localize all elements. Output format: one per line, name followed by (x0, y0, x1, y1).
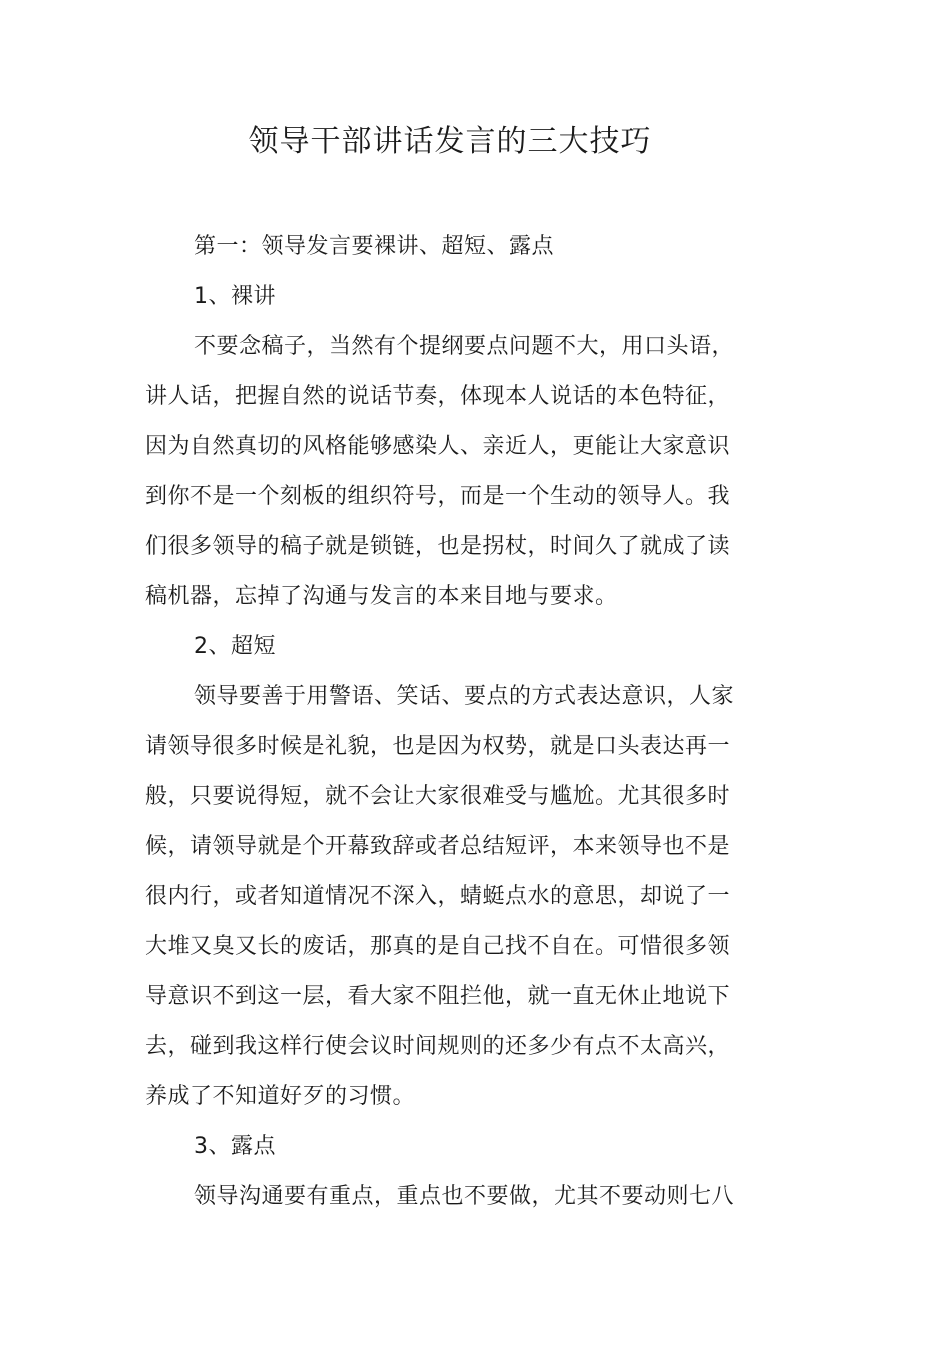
text-line: 1、裸讲 (194, 284, 276, 309)
text-line: 候，请领导就是个开幕致辞或者总结短评，本来领导也不是 (145, 834, 731, 859)
text-line: 请领导很多时候是礼貌，也是因为权势，就是口头表达再一 (145, 734, 731, 759)
document-title: 领导干部讲话发言的三大技巧 (248, 124, 652, 159)
text-line: 很内行，或者知道情况不深入，蜻蜓点水的意思，却说了一 (145, 884, 731, 909)
text-line: 大堆又臭又长的废话，那真的是自己找不自在。可惜很多领 (145, 934, 731, 959)
text-line: 养成了不知道好歹的习惯。 (145, 1084, 416, 1109)
text-line: 领导沟通要有重点，重点也不要做，尤其不要动则七八 (194, 1184, 735, 1209)
text-line: 去，碰到我这样行使会议时间规则的还多少有点不太高兴， (145, 1034, 731, 1059)
text-line: 3、露点 (194, 1134, 276, 1159)
text-line: 导意识不到这一层，看大家不阻拦他，就一直无休止地说下 (145, 984, 731, 1009)
text-line: 讲人话，把握自然的说话节奏，体现本人说话的本色特征， (145, 384, 731, 409)
text-line: 不要念稿子，当然有个提纲要点问题不大，用口头语， (194, 334, 735, 359)
text-line: 领导要善于用警语、笑话、要点的方式表达意识，人家 (194, 684, 735, 709)
text-line: 般，只要说得短，就不会让大家很难受与尴尬。尤其很多时 (145, 784, 731, 809)
text-line: 到你不是一个刻板的组织符号，而是一个生动的领导人。我 (145, 484, 731, 509)
text-line: 2、超短 (194, 634, 276, 659)
text-line: 们很多领导的稿子就是锁链，也是拐杖，时间久了就成了读 (145, 534, 731, 559)
text-line: 稿机器，忘掉了沟通与发言的本来目地与要求。 (145, 584, 618, 609)
document-body (145, 222, 745, 1222)
text-line: 第一：领导发言要裸讲、超短、露点 (194, 234, 555, 259)
text-line: 因为自然真切的风格能够感染人、亲近人，更能让大家意识 (145, 434, 731, 459)
